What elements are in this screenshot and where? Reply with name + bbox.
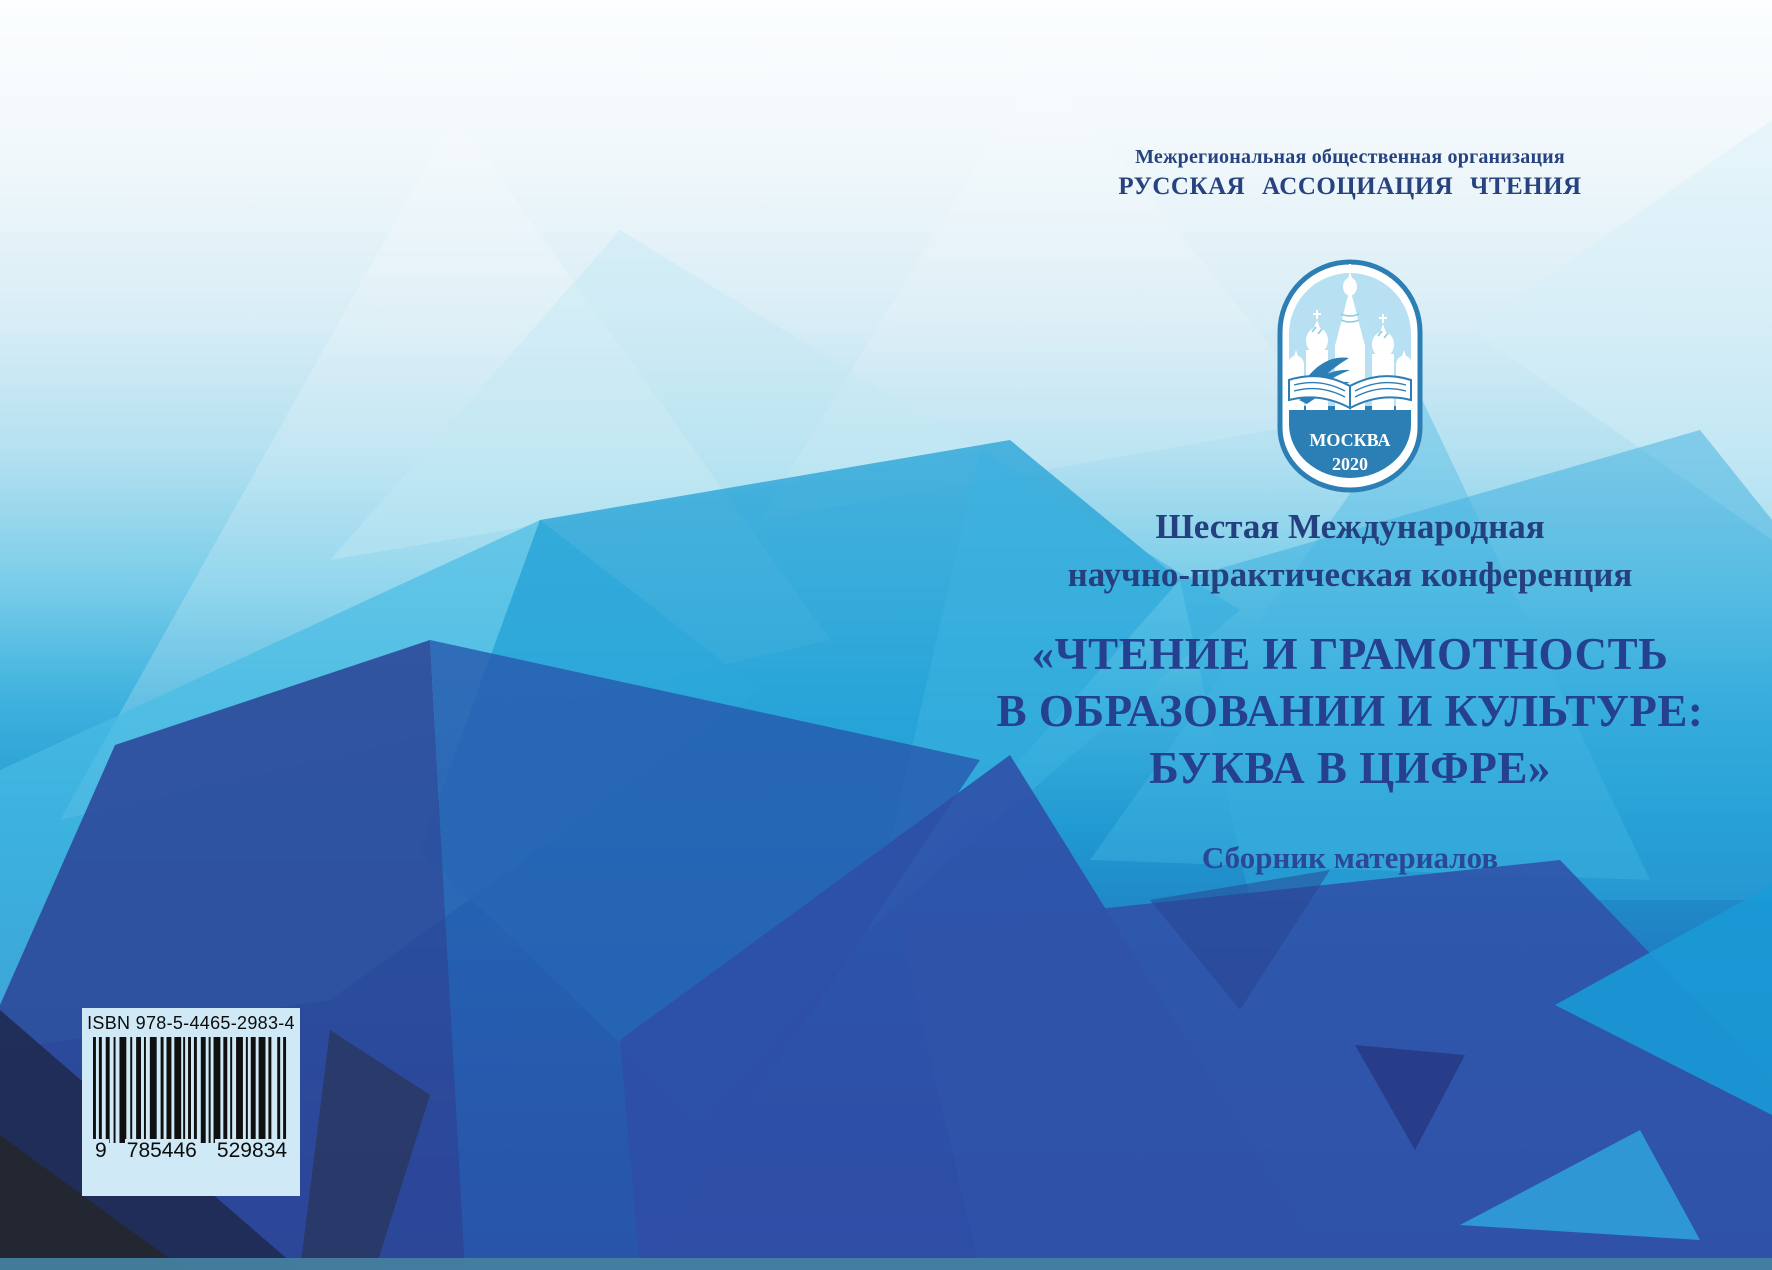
isbn-digit-group-1: 9 (95, 1139, 107, 1162)
title-line-3: БУКВА В ЦИФРЕ» (1149, 743, 1551, 793)
reading-association-logo-icon (1277, 258, 1423, 494)
logo-year: 2020 (1332, 454, 1368, 474)
book-title (940, 626, 1760, 797)
isbn-barcode (82, 1008, 300, 1196)
logo-city: МОСКВА (1309, 430, 1391, 450)
association-name: РУССКАЯ АССОЦИАЦИЯ ЧТЕНИЯ (1118, 173, 1582, 200)
conference-line-2: научно-практическая конференция (1067, 555, 1633, 594)
conference-block (940, 503, 1760, 599)
isbn-label: ISBN 978-5-4465-2983-4 (87, 1013, 295, 1033)
isbn-digit-group-3: 529834 (216, 1139, 287, 1162)
subtitle: Сборник материалов (1201, 840, 1499, 875)
organization-block (940, 146, 1760, 201)
conference-line-1: Шестая Международная (1155, 507, 1545, 546)
title-line-2: В ОБРАЗОВАНИИ И КУЛЬТУРЕ: (996, 686, 1704, 736)
isbn-digits (93, 1139, 289, 1163)
title-line-1: «ЧТЕНИЕ И ГРАМОТНОСТЬ (1031, 629, 1669, 679)
organization-name: Межрегиональная общественная организация (1135, 146, 1565, 168)
isbn-digit-group-2: 785446 (126, 1139, 197, 1162)
